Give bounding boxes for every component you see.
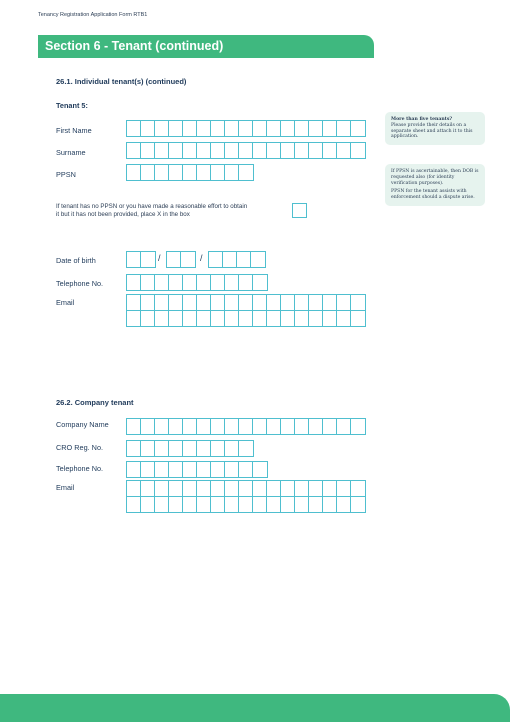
character-cell[interactable] [253,295,267,310]
character-cell[interactable] [351,295,365,310]
character-cell[interactable] [155,481,169,496]
character-cell[interactable] [169,143,183,158]
character-cell[interactable] [253,419,267,434]
character-cell[interactable] [225,441,239,456]
character-cell[interactable] [239,311,253,326]
character-cell[interactable] [309,497,323,512]
character-cell[interactable] [211,311,225,326]
ppsn-label: PPSN [56,170,76,179]
first-name-label: First Name [56,126,92,135]
character-cell[interactable] [239,143,253,158]
surname-label: Surname [56,148,86,157]
dob-year-field[interactable] [208,251,266,268]
character-cell[interactable] [295,311,309,326]
character-cell[interactable] [295,497,309,512]
character-cell[interactable] [253,497,267,512]
email-field-line-2[interactable] [126,310,366,327]
character-cell[interactable] [155,419,169,434]
more-tenants-title: More than five tenants? [391,117,453,122]
character-cell[interactable] [351,311,365,326]
character-cell[interactable] [295,143,309,158]
character-cell[interactable] [337,497,351,512]
character-cell[interactable] [197,165,211,180]
character-cell[interactable] [197,311,211,326]
character-cell[interactable] [211,441,225,456]
character-cell[interactable] [281,497,295,512]
document-header: Tenancy Registration Application Form RTB1 [38,12,148,18]
character-cell[interactable] [197,275,211,290]
character-cell[interactable] [197,121,211,136]
character-cell[interactable] [127,311,141,326]
character-cell[interactable] [267,143,281,158]
individual-tenant-title: 26.1. Individual tenant(s) (continued) [56,77,187,86]
character-cell[interactable] [281,143,295,158]
character-cell[interactable] [155,497,169,512]
character-cell[interactable] [169,121,183,136]
company-email-field-line-1[interactable] [126,480,366,497]
email-field-line-1[interactable] [126,294,366,311]
character-cell[interactable] [197,462,211,477]
ppsn-field[interactable] [126,164,254,181]
character-cell[interactable] [155,121,169,136]
company-email-field-line-2[interactable] [126,496,366,513]
character-cell[interactable] [211,419,225,434]
dob-separator: / [200,253,203,263]
character-cell[interactable] [141,481,155,496]
character-cell[interactable] [127,121,141,136]
dob-label: Date of birth [56,256,96,265]
character-cell[interactable] [309,481,323,496]
company-name-field[interactable] [126,418,366,435]
character-cell[interactable] [155,143,169,158]
character-cell[interactable] [323,121,337,136]
character-cell[interactable] [323,295,337,310]
company-tenant-title: 26.2. Company tenant [56,398,134,407]
character-cell[interactable] [225,497,239,512]
character-cell[interactable] [155,275,169,290]
character-cell[interactable] [253,275,267,290]
character-cell[interactable] [183,295,197,310]
character-cell[interactable] [253,143,267,158]
character-cell[interactable] [183,121,197,136]
footer-band [0,694,510,722]
character-cell[interactable] [211,462,225,477]
character-cell[interactable] [141,462,155,477]
ppsn-note-1: If PPSN is ascertainable, then DOB is requested also (for identity verification purposes). [391,169,479,186]
ppsn-note-2: PPSN for the tenant assists with enforcement should a dispute arise. [391,189,475,201]
character-cell[interactable] [309,311,323,326]
character-cell[interactable] [323,311,337,326]
character-cell[interactable] [169,441,183,456]
tenant-5-heading: Tenant 5: [56,101,88,110]
character-cell[interactable] [141,275,155,290]
character-cell[interactable] [295,419,309,434]
no-ppsn-instruction: If tenant has no PPSN or you have made a reasonable effort to obtain it but it has not been provided, place X in the box [56,203,248,218]
character-cell[interactable] [211,143,225,158]
character-cell[interactable] [211,275,225,290]
character-cell[interactable] [197,497,211,512]
character-cell[interactable] [141,497,155,512]
character-cell[interactable] [337,121,351,136]
character-cell[interactable] [225,121,239,136]
character-cell[interactable] [225,419,239,434]
character-cell[interactable] [141,121,155,136]
character-cell[interactable] [351,497,365,512]
character-cell[interactable] [197,441,211,456]
character-cell[interactable] [295,295,309,310]
character-cell[interactable] [309,143,323,158]
character-cell[interactable] [337,295,351,310]
dob-month-field[interactable] [166,251,196,268]
character-cell[interactable] [253,311,267,326]
character-cell[interactable] [127,497,141,512]
character-cell[interactable] [127,441,141,456]
ppsn-note [385,164,485,206]
telephone-field[interactable] [126,274,268,291]
character-cell[interactable] [351,419,365,434]
character-cell[interactable] [141,252,155,267]
character-cell[interactable] [251,252,265,267]
character-cell[interactable] [309,419,323,434]
character-cell[interactable] [209,252,223,267]
character-cell[interactable] [309,121,323,136]
character-cell[interactable] [295,481,309,496]
character-cell[interactable] [239,462,253,477]
character-cell[interactable] [225,275,239,290]
surname-field[interactable] [126,142,366,159]
cro-field[interactable] [126,440,254,457]
character-cell[interactable] [183,497,197,512]
character-cell[interactable] [155,165,169,180]
character-cell[interactable] [223,252,237,267]
character-cell[interactable] [127,275,141,290]
cro-label: CRO Reg. No. [56,443,104,452]
character-cell[interactable] [141,165,155,180]
character-cell[interactable] [225,143,239,158]
character-cell[interactable] [141,441,155,456]
company-name-label: Company Name [56,420,109,429]
character-cell[interactable] [167,252,181,267]
character-cell[interactable] [281,295,295,310]
company-email-label: Email [56,483,75,492]
character-cell[interactable] [169,481,183,496]
character-cell[interactable] [239,419,253,434]
character-cell[interactable] [127,481,141,496]
character-cell[interactable] [309,295,323,310]
character-cell[interactable] [225,165,239,180]
character-cell[interactable] [239,121,253,136]
character-cell[interactable] [351,143,365,158]
character-cell[interactable] [155,311,169,326]
character-cell[interactable] [183,419,197,434]
character-cell[interactable] [237,252,251,267]
character-cell[interactable] [239,275,253,290]
character-cell[interactable] [253,462,267,477]
no-ppsn-checkbox[interactable] [292,203,307,218]
character-cell[interactable] [211,165,225,180]
character-cell[interactable] [155,295,169,310]
character-cell[interactable] [323,419,337,434]
character-cell[interactable] [337,481,351,496]
character-cell[interactable] [281,481,295,496]
character-cell[interactable] [169,497,183,512]
character-cell[interactable] [337,143,351,158]
character-cell[interactable] [181,252,195,267]
character-cell[interactable] [267,419,281,434]
section-title: Section 6 - Tenant (continued) [45,39,224,53]
character-cell[interactable] [127,419,141,434]
character-cell[interactable] [155,462,169,477]
character-cell[interactable] [281,121,295,136]
character-cell[interactable] [323,497,337,512]
character-cell[interactable] [127,295,141,310]
character-cell[interactable] [337,311,351,326]
character-cell[interactable] [225,295,239,310]
character-cell[interactable] [127,143,141,158]
company-telephone-field[interactable] [126,461,268,478]
character-cell[interactable] [169,295,183,310]
character-cell[interactable] [239,441,253,456]
character-cell[interactable] [183,275,197,290]
character-cell[interactable] [197,419,211,434]
more-tenants-note [385,112,485,145]
email-label: Email [56,298,75,307]
character-cell[interactable] [169,419,183,434]
character-cell[interactable] [155,441,169,456]
character-cell[interactable] [253,121,267,136]
character-cell[interactable] [239,481,253,496]
character-cell[interactable] [141,143,155,158]
character-cell[interactable] [323,481,337,496]
character-cell[interactable] [211,497,225,512]
character-cell[interactable] [337,419,351,434]
character-cell[interactable] [169,462,183,477]
character-cell[interactable] [295,121,309,136]
character-cell[interactable] [183,311,197,326]
character-cell[interactable] [281,311,295,326]
character-cell[interactable] [267,121,281,136]
character-cell[interactable] [183,165,197,180]
character-cell[interactable] [239,165,253,180]
character-cell[interactable] [225,462,239,477]
character-cell[interactable] [197,481,211,496]
character-cell[interactable] [267,311,281,326]
section-banner [38,35,374,58]
first-name-field[interactable] [126,120,366,137]
character-cell[interactable] [127,252,141,267]
character-cell[interactable] [197,295,211,310]
character-cell[interactable] [211,295,225,310]
character-cell[interactable] [225,481,239,496]
character-cell[interactable] [197,143,211,158]
character-cell[interactable] [183,143,197,158]
character-cell[interactable] [211,481,225,496]
character-cell[interactable] [267,295,281,310]
character-cell[interactable] [239,497,253,512]
character-cell[interactable] [323,143,337,158]
character-cell[interactable] [127,165,141,180]
character-cell[interactable] [253,481,267,496]
character-cell[interactable] [141,311,155,326]
character-cell[interactable] [169,275,183,290]
company-telephone-label: Telephone No. [56,464,104,473]
character-cell[interactable] [141,419,155,434]
dob-day-field[interactable] [126,251,156,268]
character-cell[interactable] [351,481,365,496]
character-cell[interactable] [267,497,281,512]
character-cell[interactable] [225,311,239,326]
character-cell[interactable] [239,295,253,310]
character-cell[interactable] [183,462,197,477]
character-cell[interactable] [281,419,295,434]
dob-separator: / [158,253,161,263]
character-cell[interactable] [211,121,225,136]
character-cell[interactable] [169,165,183,180]
character-cell[interactable] [183,441,197,456]
telephone-label: Telephone No. [56,279,104,288]
character-cell[interactable] [183,481,197,496]
character-cell[interactable] [351,121,365,136]
character-cell[interactable] [141,295,155,310]
character-cell[interactable] [169,311,183,326]
more-tenants-text: Please provide their details on a separate sheet and attach it to this application. [391,122,473,140]
character-cell[interactable] [267,481,281,496]
character-cell[interactable] [127,462,141,477]
